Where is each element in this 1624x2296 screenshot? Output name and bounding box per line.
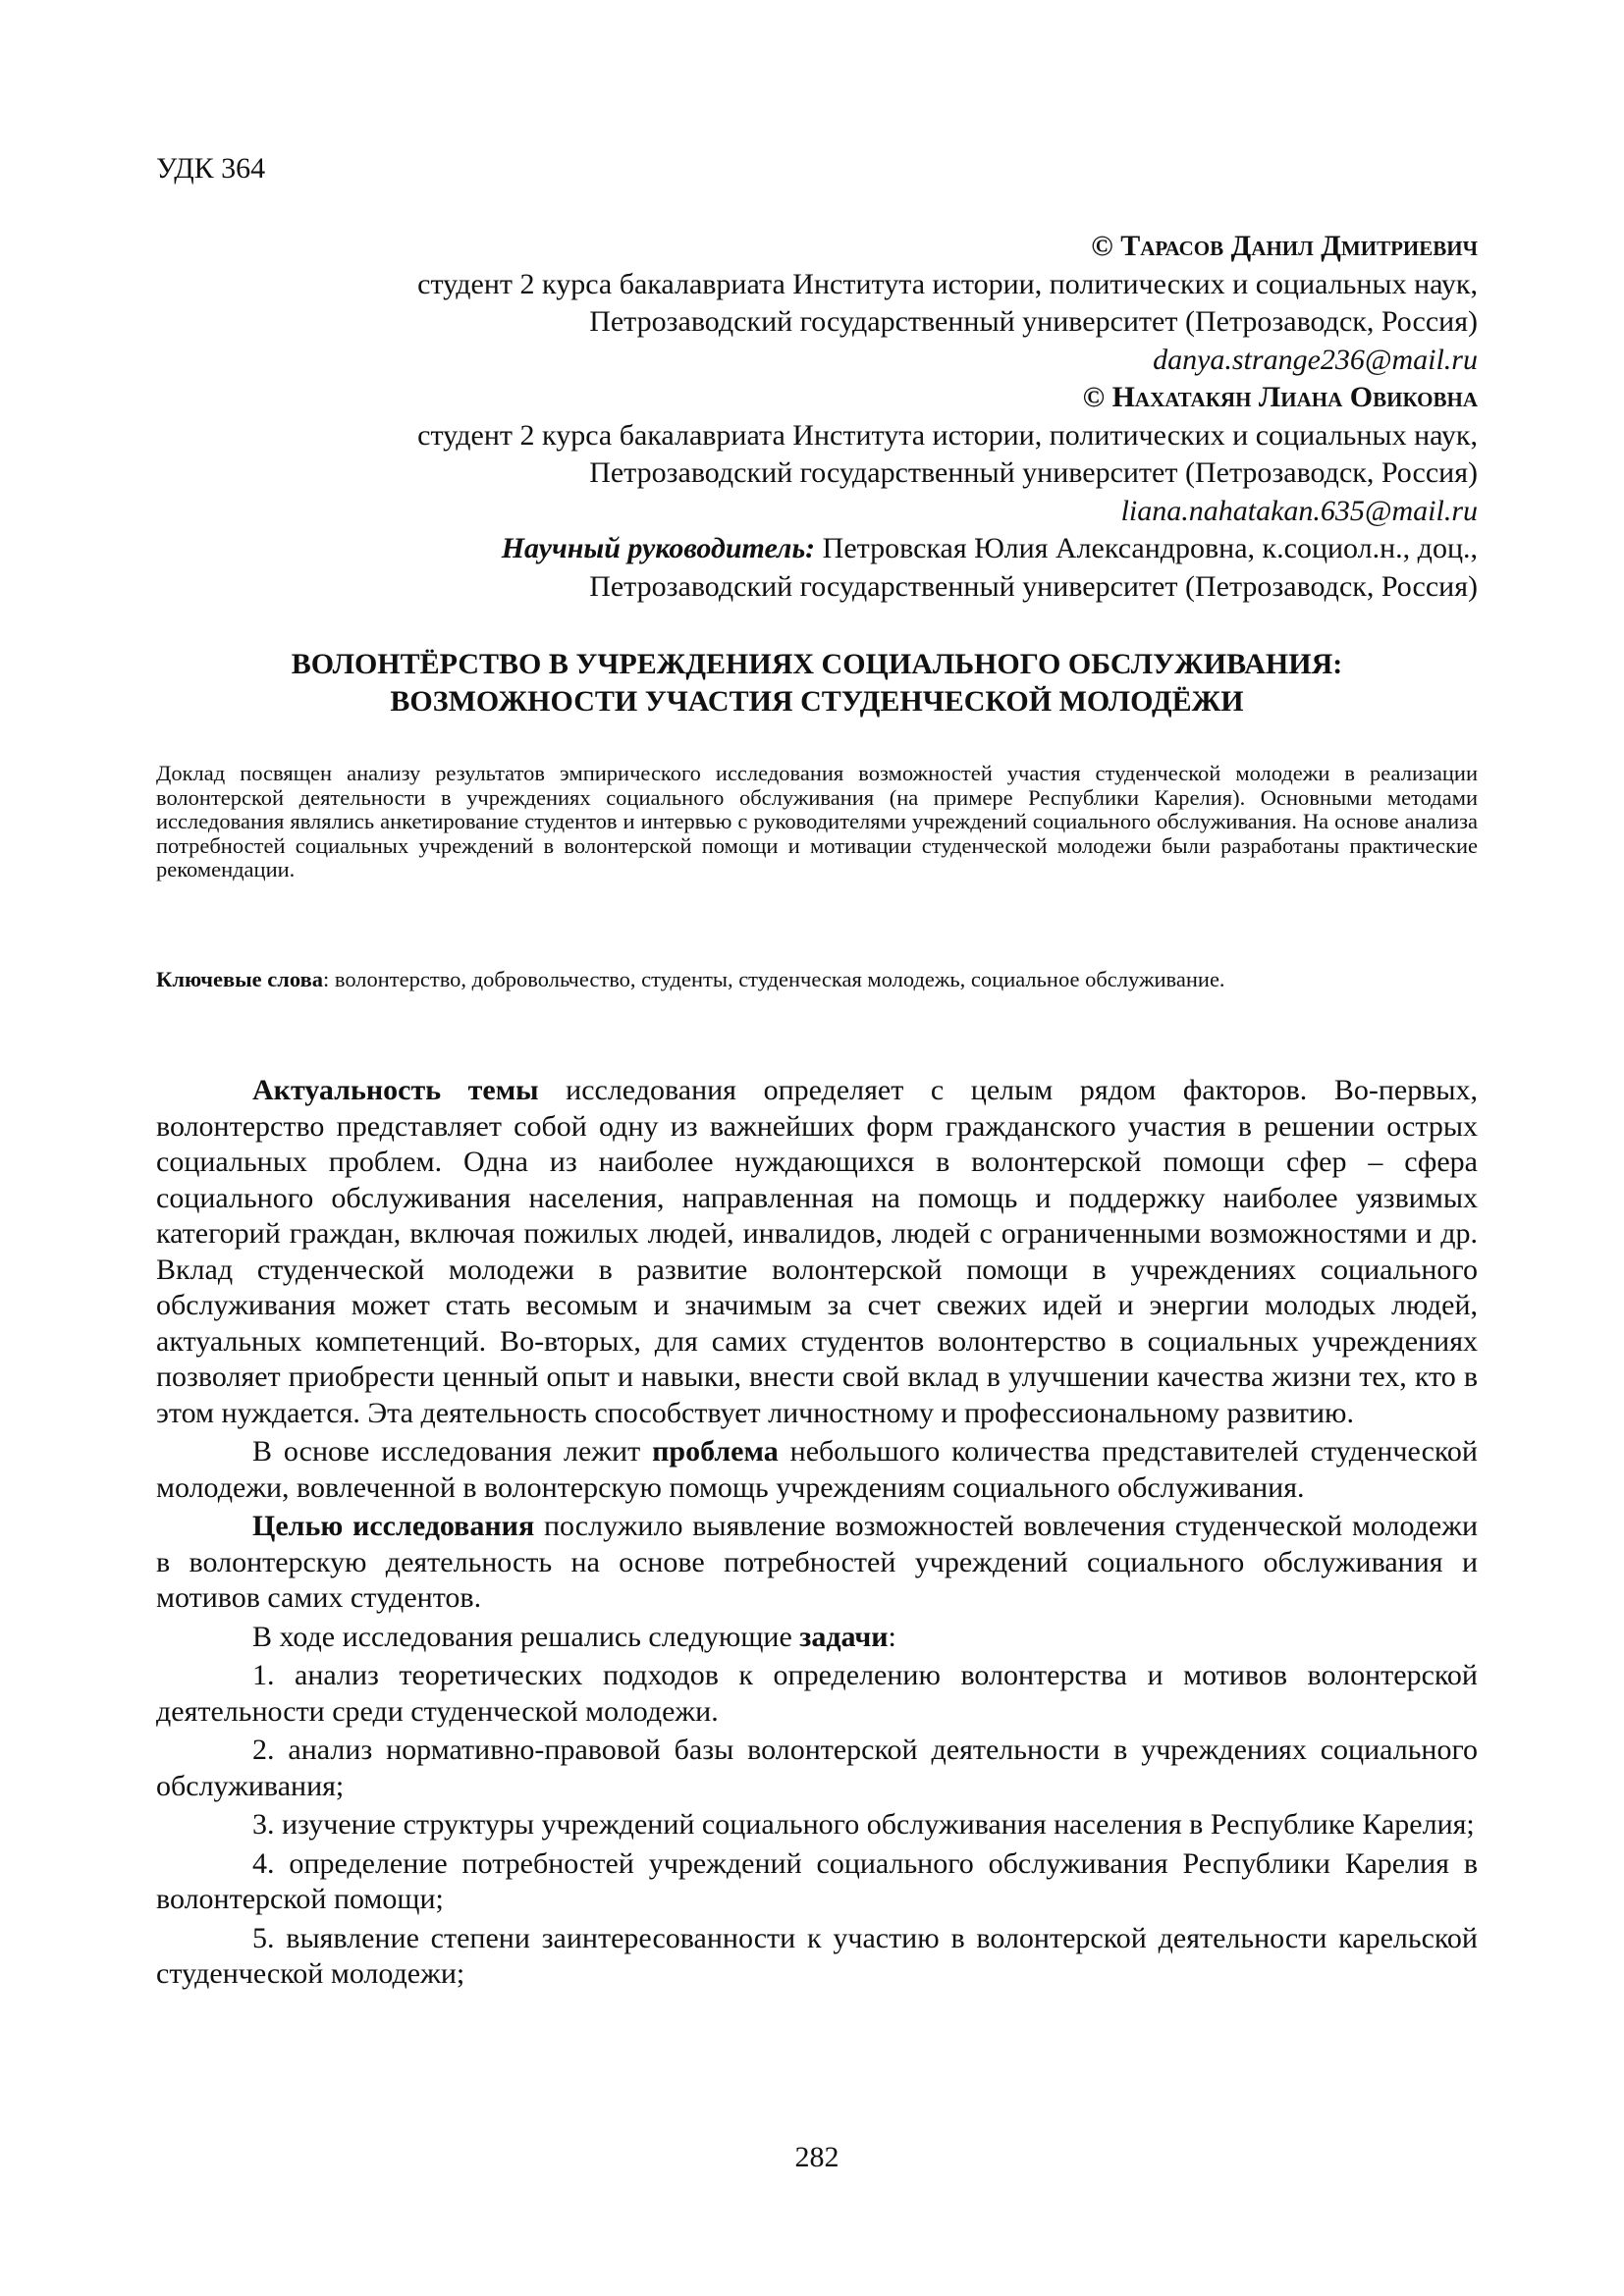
task-item: 5. выявление степени заинтересованности к участию в волонтерской деятельности карельской студенческой молодежи; [156,1921,1478,1990]
keywords [156,968,1478,992]
keywords-label: Ключевые слова [156,967,323,991]
paragraph-text: В основе исследования лежит [252,1435,653,1468]
bold-term: Целью исследования [252,1510,535,1542]
supervisor-line [156,530,1478,568]
paragraph-relevance [156,1073,1478,1431]
author-email[interactable]: liana.nahatakan.635@mail.ru [1120,494,1478,527]
supervisor-affiliation: Петрозаводский государственный университет (Петрозаводск, Россия) [589,569,1478,603]
task-item: 3. изучение структуры учреждений социального обслуживания населения в Республике Карелия; [252,1808,1475,1841]
task-item: 4. определение потребностей учреждений социального обслуживания Республики Карелия в волонтерской помощи; [156,1846,1478,1915]
bold-term: Актуальность темы [252,1074,539,1106]
supervisor-name: Петровская Юлия Александровна, к.социол.н., доц., [815,532,1478,564]
page-number: 282 [794,2141,839,2173]
author-position: студент 2 курса бакалавриата Института истории, политических и социальных наук, [417,418,1478,452]
author-affiliation: Петрозаводский государственный университет (Петрозаводск, Россия) [589,305,1478,338]
supervisor-label: Научный руководитель: [501,532,816,564]
paragraph-text: : [888,1620,896,1653]
paper-title [156,646,1478,721]
author-block [156,228,1478,606]
title-line: ВОЛОНТЁРСТВО В УЧРЕЖДЕНИЯХ СОЦИАЛЬНОГО ОБСЛУЖИВАНИЯ: [291,648,1343,680]
author-name: © Тарасов Данил Дмитриевич [1091,230,1478,262]
task-item: 2. анализ нормативно-правовой базы волонтерской деятельности в учреждениях социального обслуживания; [156,1734,1478,1802]
author-email[interactable]: danya.strange236@mail.ru [1153,343,1478,376]
paragraph-text: исследования определяет с целым рядом факторов. Во-первых, волонтерство представляет собой одну из важнейших форм гражданского участия в решении острых социальных проблем. Одна из наиболее нуждающихся в волонтерской помощи сфер – сфера социального обслуживания населения, направленная на помощь и поддержку наиболее уязвимых категорий граждан, включая пожилых людей, инвалидов, людей с ограниченными возможностями и др. Вклад студенческой молодежи в развитие волонтерской помощи в учреждениях социального обслуживания может стать весомым и значимым за счет свежих идей и энергии молодых людей, актуальных компетенций. Во-вторых, для самих студентов волонтерство в социальных учреждениях позволяет приобрести ценный опыт и навыки, внести свой вклад в улучшении качества жизни тех, кто в этом нуждается. Эта деятельность способствует личностному и профессиональному развитию. [156,1074,1479,1429]
body-text [156,1073,1478,1996]
paragraph-goal [156,1509,1478,1617]
title-line: ВОЗМОЖНОСТИ УЧАСТИЯ СТУДЕНЧЕСКОЙ МОЛОДЁЖИ [390,685,1244,718]
author-name: © Нахатакян Лиана Овиковна [1082,381,1478,413]
udk-code: УДК 364 [156,152,266,185]
author-position: студент 2 курса бакалавриата Института истории, политических и социальных наук, [417,267,1478,300]
paragraph-problem [156,1434,1478,1506]
bold-term: задачи [799,1620,889,1653]
bold-term: проблема [652,1435,779,1468]
paragraph-tasks-intro [156,1620,1478,1656]
author-affiliation: Петрозаводский государственный университет (Петрозаводск, Россия) [589,456,1478,489]
task-item: 1. анализ теоретических подходов к определению волонтерства и мотивов волонтерской деятельности среди студенческой молодежи. [156,1659,1478,1728]
abstract: Доклад посвящен анализу результатов эмпирического исследования возможностей участия студенческой молодежи в реализации волонтерской деятельности в учреждениях социального обслуживания (на примере Республики Карелия). Основными методами исследования являлись анкетирование студентов и интервью с руководителями учреждений социального обслуживания. На основе анализа потребностей социальных учреждений в волонтерской помощи и мотивации студенческой молодежи были разработаны практические рекомендации. [156,761,1478,881]
paragraph-text: послужило выявление возможностей вовлечения студенческой молодежи в волонтерскую деятельность на основе потребностей учреждений социального обслуживания и мотивов самих студентов. [156,1510,1478,1614]
paragraph-text: небольшого количества представителей студенческой молодежи, вовлеченной в волонтерскую помощь учреждениям социального обслуживания. [156,1435,1478,1504]
paragraph-text: В ходе исследования решались следующие [252,1620,800,1653]
keywords-text: : волонтерство, добровольчество, студенты, студенческая молодежь, социальное обслуживание. [322,967,1225,991]
